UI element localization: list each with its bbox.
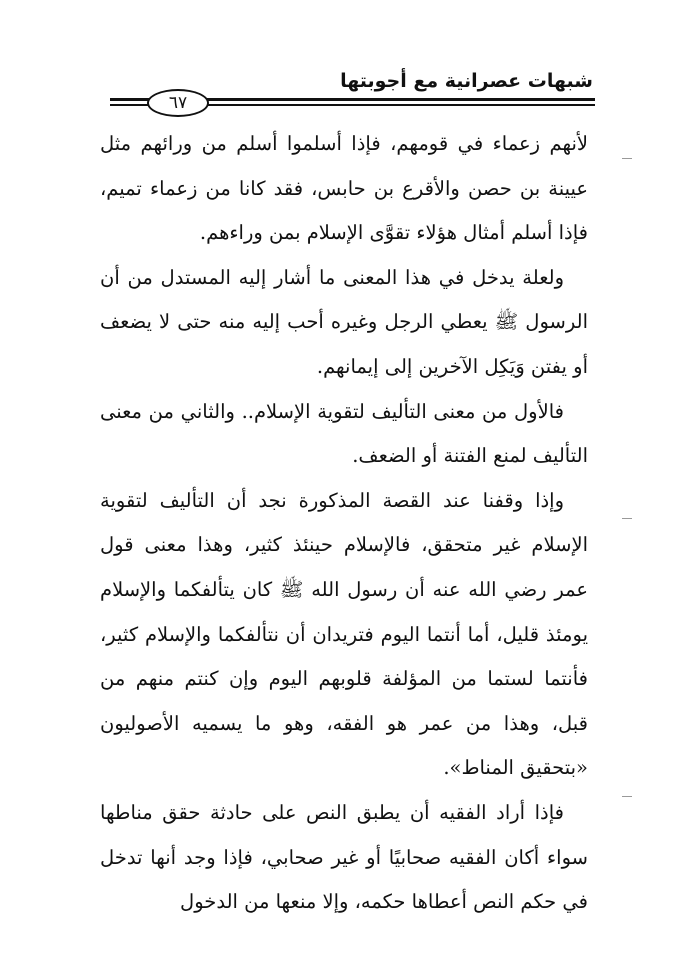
margin-mark xyxy=(622,518,632,521)
paragraph-1: لأنهم زعماء في قومهم، فإذا أسلموا أسلم من ورائهم مثل عيينة بن حصن والأقرع بن حابس، فقد كانا من زعماء تميم، فإذا أسلم أمثال هؤلاء تقوَّى الإسلام بمن وراءهم. xyxy=(100,132,588,245)
paragraph-3: فالأول من معنى التأليف لتقوية الإسلام.. والثاني من معنى التأليف لمنع الفتنة أو الضعف. xyxy=(100,399,588,468)
page-header xyxy=(103,60,595,120)
page-number: ٦٧ xyxy=(147,89,209,117)
paragraph-2: ولعلة يدخل في هذا المعنى ما أشار إليه المستدل من أن الرسول ﷺ يعطي الرجل وغيره أحب إليه منه حتى لا يضعف أو يفتن وَيَكِل الآخرين إلى إيمانهم. xyxy=(100,265,588,378)
margin-mark xyxy=(622,796,632,799)
margin-mark xyxy=(622,158,632,161)
paragraph-5: فإذا أراد الفقيه أن يطبق النص على حادثة حقق مناطها سواء أكان الفقيه صحابيًا أو غير صحابي، فإذا وجد أنها تدخل في حكم النص أعطاها حكمه، وإلا منعها من الدخول xyxy=(100,800,588,914)
paragraph-4: وإذا وقفنا عند القصة المذكورة نجد أن التأليف لتقوية الإسلام غير متحقق، فالإسلام حينئذ كثير، وهذا معنى قول عمر رضي الله عنه أن رسول الله ﷺ كان يتألفكما والإسلام يومئذ قليل، أما أنتما اليوم فتريدان أن نتألفكما والإسلام كثير، فأنتما لستما من المؤلفة قلوبهم اليوم وإن كنتم منهم من قبل، وهذا من عمر هو الفقه، وهو ما يسميه الأصوليون «بتحقيق المناط». xyxy=(100,488,588,780)
body-text xyxy=(100,122,588,925)
running-title: شبهات عصرانية مع أجوبتها xyxy=(340,70,593,92)
